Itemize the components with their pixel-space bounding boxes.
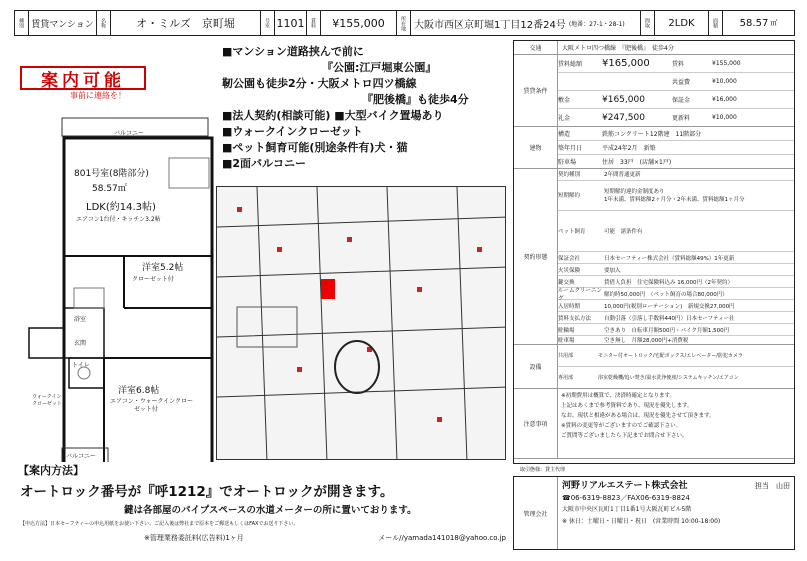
short-term: 短期解約違約金制度あり [604, 189, 665, 196]
built: 平成24年2月 新築 [602, 145, 656, 152]
company-address: 大阪市中央区瓦町1丁目1番1号大阪瓦町ビル5階 [562, 506, 692, 513]
balcony-label-top: バルコニー [114, 130, 145, 137]
feature-item: ■2面バルコニー [222, 157, 307, 170]
feature-item: ■ウォークインクローゼット [222, 125, 363, 138]
access-sub: 鍵は各部屋のパイプスペースの水道メーターの所に置いております。 [124, 505, 417, 516]
feature-item: 『肥後橋』も徒歩4分 [362, 93, 469, 106]
remark: 上記はあくまで参考資料であり、現況を優先します。 [561, 403, 693, 409]
access-section [14, 462, 512, 550]
security: ¥16,000 [712, 96, 737, 103]
closet-2b: ゼット付 [134, 406, 158, 413]
shared-equipment: モニター付オートロック/宅配ボックス/エレベーター/防犯カメラ [598, 353, 743, 359]
company-name: 河野リアルエステート株式会社 [562, 481, 688, 491]
room-number: 1101 [275, 11, 307, 35]
deposit: ¥165,000 [602, 94, 645, 105]
deposit-label: 敷金 [558, 97, 571, 104]
header-label-area: 面積 [709, 11, 723, 35]
short-term-label: 短期解約 [558, 193, 581, 200]
cleaning: 解約時50,000円 （ペット飼育の場合80,000円） [604, 291, 728, 298]
application-note: 【申込方法】日本セーフティーの申込用紙をお使い下さい。ご記入後は弊社まで原本をご郵送もしくはFAXでお送り下さい。 [20, 521, 299, 527]
balcony-label-bottom: バルコニー [66, 453, 97, 460]
feature-list [222, 44, 512, 172]
feature-item: ■ペット飼育可能(別途条件有)犬・猫 [222, 141, 408, 154]
phone: ☎06-6319-8823 [562, 494, 621, 502]
car-label: 駐車場 [558, 337, 575, 344]
structure: 鉄筋コンクリート12階建 11階部分 [602, 131, 702, 138]
floor-plan [14, 38, 214, 462]
move-in-label: 入居時期 [558, 303, 581, 310]
closet-2: エアコン・ウォークインクロー [110, 398, 194, 405]
closet-1: クローゼット付 [132, 276, 174, 283]
short-term-detail: 1年未満、賃料総額2ヶ月分・2年未満、賃料総額1ヶ月分 [604, 197, 745, 204]
address: 大阪市西区京町堀1丁目12番24号 [414, 19, 566, 31]
insurance: 要加入 [604, 267, 621, 274]
traffic-value: 大阪メトロ四つ橋線 『肥後橋』 徒歩4分 [562, 45, 674, 52]
feature-item: 『公園:江戸堀東公園』 [322, 61, 437, 74]
insurance-label: 火災保険 [558, 267, 581, 274]
room-number-label: 801号室(8階部分) [74, 169, 149, 179]
address-note: (地番：27-1・28-1) [568, 20, 625, 28]
fax: ／FAX06-6319-8824 [620, 494, 690, 502]
access-main: オートロック番号が『呼1212』でオートロックが開きます。 [20, 484, 394, 500]
header-label-type: 種別 [15, 11, 29, 35]
cleaning-label: ルームクリーニング [558, 287, 603, 302]
shared-label: 共用部 [558, 353, 574, 359]
rent-total: ¥165,000 [602, 58, 650, 69]
property-marker [321, 279, 335, 299]
key-money: ¥247,500 [602, 112, 645, 123]
contact-email: メール//yamada141018@yahoo.co.jp [378, 534, 506, 542]
contract-type-label: 契約種別 [558, 172, 581, 179]
common-fee-label: 共益費 [672, 79, 691, 86]
viewing-badge: 案内可能 [20, 66, 146, 90]
map-drawing [217, 187, 506, 460]
key-exchange: 賃借人負担 住宅保険料込み 16,000円（2年契約） [604, 279, 733, 286]
broker-label: 管理会社 [514, 477, 558, 549]
traffic-label: 交通 [514, 41, 558, 54]
remark: ※初期費用は概算で、決済時確定となります。 [561, 393, 676, 399]
parking: 住居 33戸 (店舗×1戸) [602, 159, 672, 166]
feature-item: 靭公園も徒歩2分・大阪メトロ四ツ橋線 [222, 77, 417, 90]
equipment-label: 設備 [514, 345, 558, 388]
move-in: 10,000円(税別ローテーション) 新規交換27,000円 [604, 303, 735, 310]
bath-label: 浴室 [74, 316, 87, 323]
ldk-label: LDK(約14.3帖) [86, 202, 156, 213]
western-room-2: 洋室6.8帖 [118, 386, 160, 396]
conditions-label: 賃貸条件 [514, 55, 558, 126]
feature-item: ■法人契約(相談可能) ■大型バイク置場あり [222, 109, 444, 122]
header-label-rent: 賃料 [307, 11, 321, 35]
access-heading: 【案内方法】 [18, 464, 84, 477]
built-label: 築年月日 [558, 145, 583, 152]
renewal-label: 更新料 [672, 115, 691, 122]
remark: なお、現状と相違がある場合は、現況を優先させて頂きます。 [561, 413, 715, 419]
fee-note: ※管理業務委託料(広告料)1ヶ月 [144, 534, 244, 542]
private-equipment: 浴室乾燥機/追い焚き/温水洗浄便座/システムキッチン/エアコン [598, 375, 739, 381]
guarantor-label: 保証会社 [558, 255, 581, 262]
private-label: 専用部 [558, 375, 574, 381]
parking-label: 駐車場 [558, 159, 577, 166]
guarantor: 日本セーフティー株式会社（賃料総額49%）1年更新 [604, 255, 735, 262]
building-label: 建物 [514, 127, 558, 168]
property-name: オ・ミルズ 京町堀 [111, 11, 261, 35]
renewal: ¥10,000 [712, 114, 737, 121]
key-money-label: 礼金 [558, 115, 571, 122]
security-label: 保証金 [672, 97, 691, 104]
header-rent: ¥155,000 [321, 11, 397, 35]
key-exchange-label: 鍵交換 [558, 279, 575, 286]
header-label-room: 号室 [261, 11, 275, 35]
transaction-type: 取引態様：貸主代理 [520, 467, 566, 473]
property-type: 賃貸マンション [29, 11, 97, 35]
header-label-name: 名称 [97, 11, 111, 35]
toilet-label: トイレ [72, 362, 90, 369]
header-label-address: 所在地 [397, 11, 411, 35]
area-value: 58.57 [739, 17, 769, 29]
viewing-sub: 事前に連絡を！ [70, 91, 126, 100]
western-room-1: 洋室5.2帖 [142, 263, 184, 273]
pet-value: 可能 諸条件有 [604, 229, 643, 236]
header-label-layout: 間取 [641, 11, 655, 35]
area-unit: ㎡ [770, 19, 778, 27]
contract-label: 契約形態 [514, 169, 558, 344]
remark: ※賃料の変更等がございますのでご確認下さい。 [561, 423, 682, 429]
room-area-label: 58.57㎡ [92, 184, 127, 194]
ldk-note: エアコン1台付・キッチン3.2帖 [76, 216, 161, 223]
contract-type: 2年間普通更新 [604, 172, 641, 179]
broker-box [513, 476, 795, 550]
payment: 自動引落（引落し手数料440円）日本セーフティー社 [604, 315, 735, 322]
car: 空き無し 月額28,000円+消費税 [604, 337, 689, 344]
payment-label: 賃料支払方法 [558, 315, 592, 322]
common-fee: ¥10,000 [712, 78, 737, 85]
rent-sub-label: 賃料 [672, 61, 685, 68]
manager: 担当 山田 [755, 482, 790, 490]
pet-label: ペット飼育 [558, 229, 586, 236]
business-hours: ※ 休日：土曜日・日曜日・祝日 (営業時間 10:00-18:00) [562, 518, 721, 525]
layout: 2LDK [655, 11, 709, 35]
remark: ご質問等ございましたら下記までお問合せ下さい。 [561, 433, 688, 439]
area-map [216, 186, 506, 460]
spec-table [513, 40, 795, 464]
bike-label: 駐輪場 [558, 327, 575, 334]
rent-sub: ¥155,000 [712, 60, 741, 67]
rent-total-label: 賃料総額 [558, 61, 583, 68]
structure-label: 構造 [558, 131, 571, 138]
entrance-label: 玄関 [74, 340, 87, 347]
notes-label: 注意事項 [514, 389, 558, 458]
header-table [14, 10, 795, 36]
walkin-label: ウォークインクローゼット [32, 394, 62, 407]
bike: 空きあり 自転車月額500円・バイク月額1,500円 [604, 327, 730, 334]
feature-item: ■マンション道路挟んで前に [222, 45, 364, 58]
